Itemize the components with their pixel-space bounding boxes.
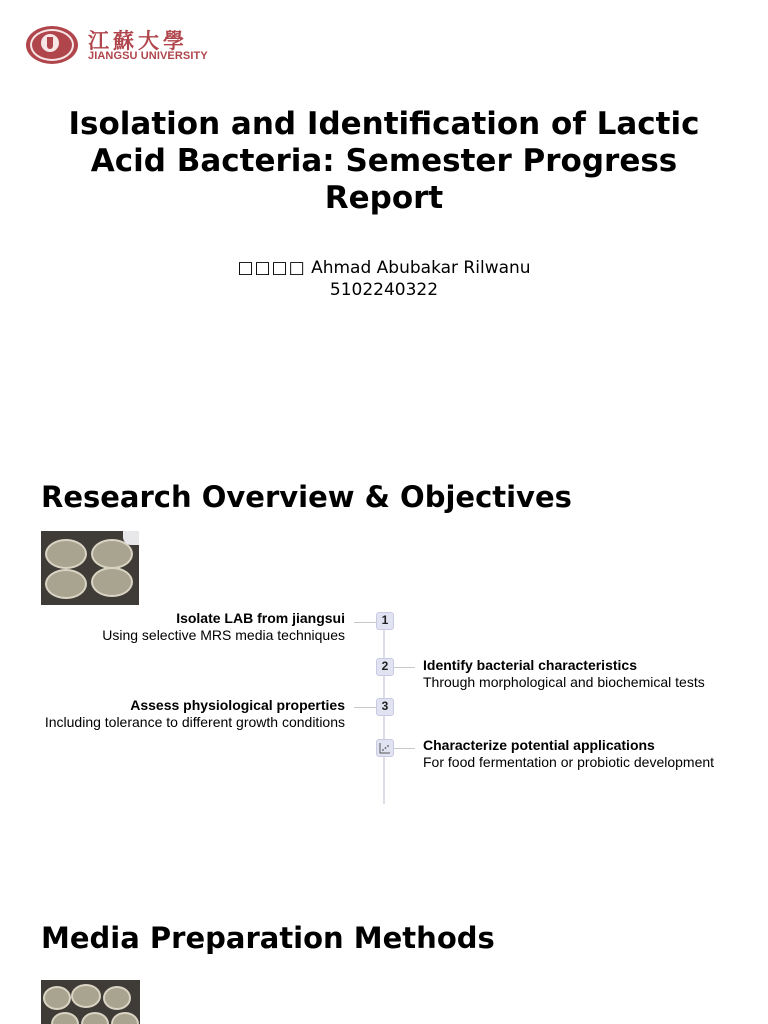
timeline-item-detail: For food fermentation or probiotic development [423, 754, 715, 770]
chart-icon [376, 739, 394, 757]
timeline-item-3 [45, 697, 345, 731]
section-title-media-preparation: Media Preparation Methods [41, 921, 495, 955]
timeline-item-4 [423, 737, 714, 771]
timeline-item-heading: Characterize potential applications [423, 737, 655, 753]
student-id: 5102240322 [329, 280, 439, 300]
timeline-step-1: 1 [376, 612, 394, 630]
timeline-item-heading: Assess physiological properties [130, 697, 345, 713]
university-seal-icon [26, 26, 78, 64]
timeline-step-3: 3 [376, 698, 394, 716]
logo-chinese-name: 江蘇大學 [88, 28, 188, 53]
timeline-item-2 [423, 657, 705, 691]
timeline-item-1 [102, 610, 345, 644]
author-block [0, 257, 768, 301]
timeline-item-detail: Using selective MRS media techniques [102, 627, 345, 643]
author-name-en: Ahmad Abubakar Rilwanu [311, 258, 531, 278]
petri-dish-photo [41, 531, 139, 605]
section-title-research-overview: Research Overview & Objectives [41, 480, 572, 514]
author-name-cn: □□□□ [237, 258, 306, 278]
logo-english-name: JIANGSU UNIVERSITY [88, 50, 208, 62]
timeline-step-2: 2 [376, 658, 394, 676]
page-title: Isolation and Identification of Lactic Acid Bacteria: Semester Progress Report [68, 106, 700, 216]
timeline-item-detail: Through morphological and biochemical tests [423, 674, 705, 690]
media-plates-photo [41, 980, 140, 1024]
timeline-item-heading: Isolate LAB from jiangsui [176, 610, 345, 626]
university-logo [26, 25, 216, 67]
timeline-item-detail: Including tolerance to different growth conditions [44, 714, 345, 730]
timeline-item-heading: Identify bacterial characteristics [423, 657, 637, 673]
